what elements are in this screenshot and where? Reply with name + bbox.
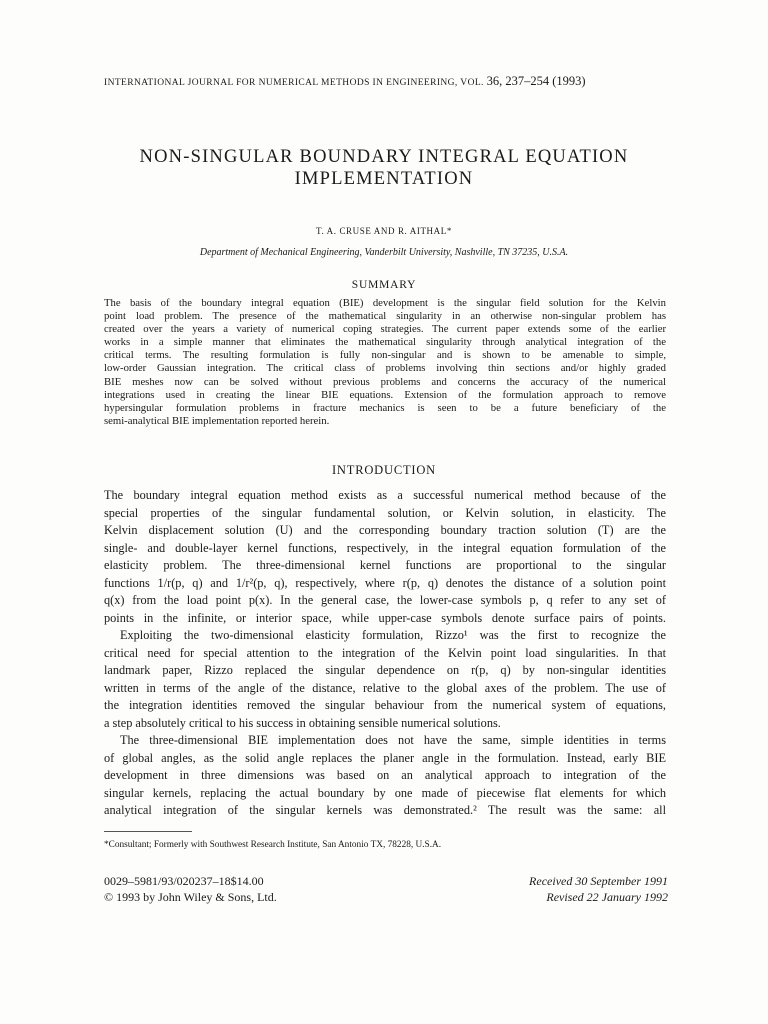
body-line: landmark paper, Rizzo replaced the singular dependence on r(p, q) by non-singular identities [104, 663, 666, 677]
body-line: q(x) from the load point p(x). In the general case, the lower-case symbols p, q refer to any set of [104, 593, 666, 607]
body-line: analytical integration of the singular kernels was demonstrated.² The result was the same: all [104, 803, 666, 817]
paper-title [0, 146, 768, 190]
summary-line: The basis of the boundary integral equation (BIE) development is the singular field solution for the Kelvin [104, 297, 666, 309]
summary-line: critical terms. The resulting formulation is fully non-singular and is shown to be amenable to simple, [104, 349, 666, 362]
summary-line: works in a simple manner that eliminates the mathematical singularity through analytical integration of the [104, 336, 666, 349]
summary-line: point load problem. The presence of the mathematical singularity in an otherwise non-singular problem has [104, 310, 666, 323]
body-line: special properties of the singular fundamental solution, or Kelvin solution, in elasticity. The [104, 505, 666, 520]
journal-header [104, 74, 684, 89]
summary-line: created over the years a variety of numerical coping strategies. The current paper extends some of the earlier [104, 323, 666, 336]
footnote: *Consultant; Formerly with Southwest Research Institute, San Antonio TX, 78228, U.S.A. [104, 840, 442, 850]
summary-line: semi-analytical BIE implementation reported herein. [104, 414, 330, 427]
body-line: Exploiting the two-dimensional elasticity formulation, Rizzo¹ was the first to recognize the [120, 628, 666, 642]
title-line-1: NON-SINGULAR BOUNDARY INTEGRAL EQUATION [139, 147, 629, 167]
body-line: critical need for special attention to the integration of the Kelvin point load singularities. In that [104, 645, 666, 660]
dates [529, 873, 668, 905]
authors: T. A. CRUSE AND R. AITHAL* [316, 226, 452, 236]
body-line: The three-dimensional BIE implementation does not have the same, simple identities in terms [120, 733, 666, 747]
summary-line: hypersingular formulation problems in fracture mechanics is seen to be a future beneficiary of the [104, 401, 666, 414]
journal-name: INTERNATIONAL JOURNAL FOR NUMERICAL METHODS IN ENGINEERING, VOL. [104, 78, 484, 88]
body-line: development in three dimensions was based on an analytical approach to integration of the [104, 768, 666, 782]
summary-line: integrations used in creating the linear BIE equations. Extension of the formulation approach to remove [104, 388, 666, 401]
body-line: Kelvin displacement solution (U) and the corresponding boundary traction solution (T) are the [104, 523, 666, 537]
body-line: elasticity problem. The three-dimensional kernel functions are proportional to the singular [104, 558, 666, 572]
body-line: singular kernels, replacing the actual boundary by one made of piecewise flat elements for which [104, 785, 666, 800]
publication-info [104, 873, 277, 905]
volume-pages: 36, 237–254 (1993) [486, 74, 586, 88]
body-line: The boundary integral equation method exists as a successful numerical method because of the [104, 488, 666, 502]
body-line: the integration identities removed the singular behaviour from the numerical system of equations, [104, 698, 666, 712]
body-line: a step absolutely critical to his success in obtaining sensible numerical solutions. [104, 715, 501, 730]
body-line: functions 1/r(p, q) and 1/r²(p, q), respectively, where r(p, q) denotes the distance of a solution point [104, 575, 666, 590]
received-date: Received 30 September 1991 [529, 874, 668, 888]
body-line: written in terms of the angle of the distance, relative to the global axes of the problem. The use of [104, 680, 666, 695]
body-line: single- and double-layer kernel functions, respectively, in the integral equation formulation of the [104, 540, 666, 555]
summary-text [104, 297, 666, 428]
body-line: points in the infinite, or interior space, while upper-case symbols denote surface pairs of points. [104, 610, 666, 625]
title-line-2: IMPLEMENTATION [294, 169, 474, 189]
copyright: © 1993 by John Wiley & Sons, Ltd. [104, 890, 277, 904]
body-line: of global angles, as the solid angle replaces the planer angle in the formulation. Instead, early BIE [104, 750, 666, 765]
introduction-text [104, 487, 666, 820]
summary-line: BIE meshes now can be solved without previous problems and concerns the accuracy of the numerical [104, 375, 666, 388]
summary-line: low-order Gaussian integration. The critical class of problems involving thin sections and/or highly graded [104, 362, 666, 375]
revised-date: Revised 22 January 1992 [546, 890, 668, 904]
affiliation: Department of Mechanical Engineering, Vanderbilt University, Nashville, TN 37235, U.S.A. [199, 247, 569, 258]
article-code: 0029–5981/93/020237–18$14.00 [104, 874, 264, 888]
summary-heading: SUMMARY [351, 279, 417, 291]
introduction-heading: INTRODUCTION [331, 463, 437, 477]
footnote-rule [104, 831, 192, 832]
